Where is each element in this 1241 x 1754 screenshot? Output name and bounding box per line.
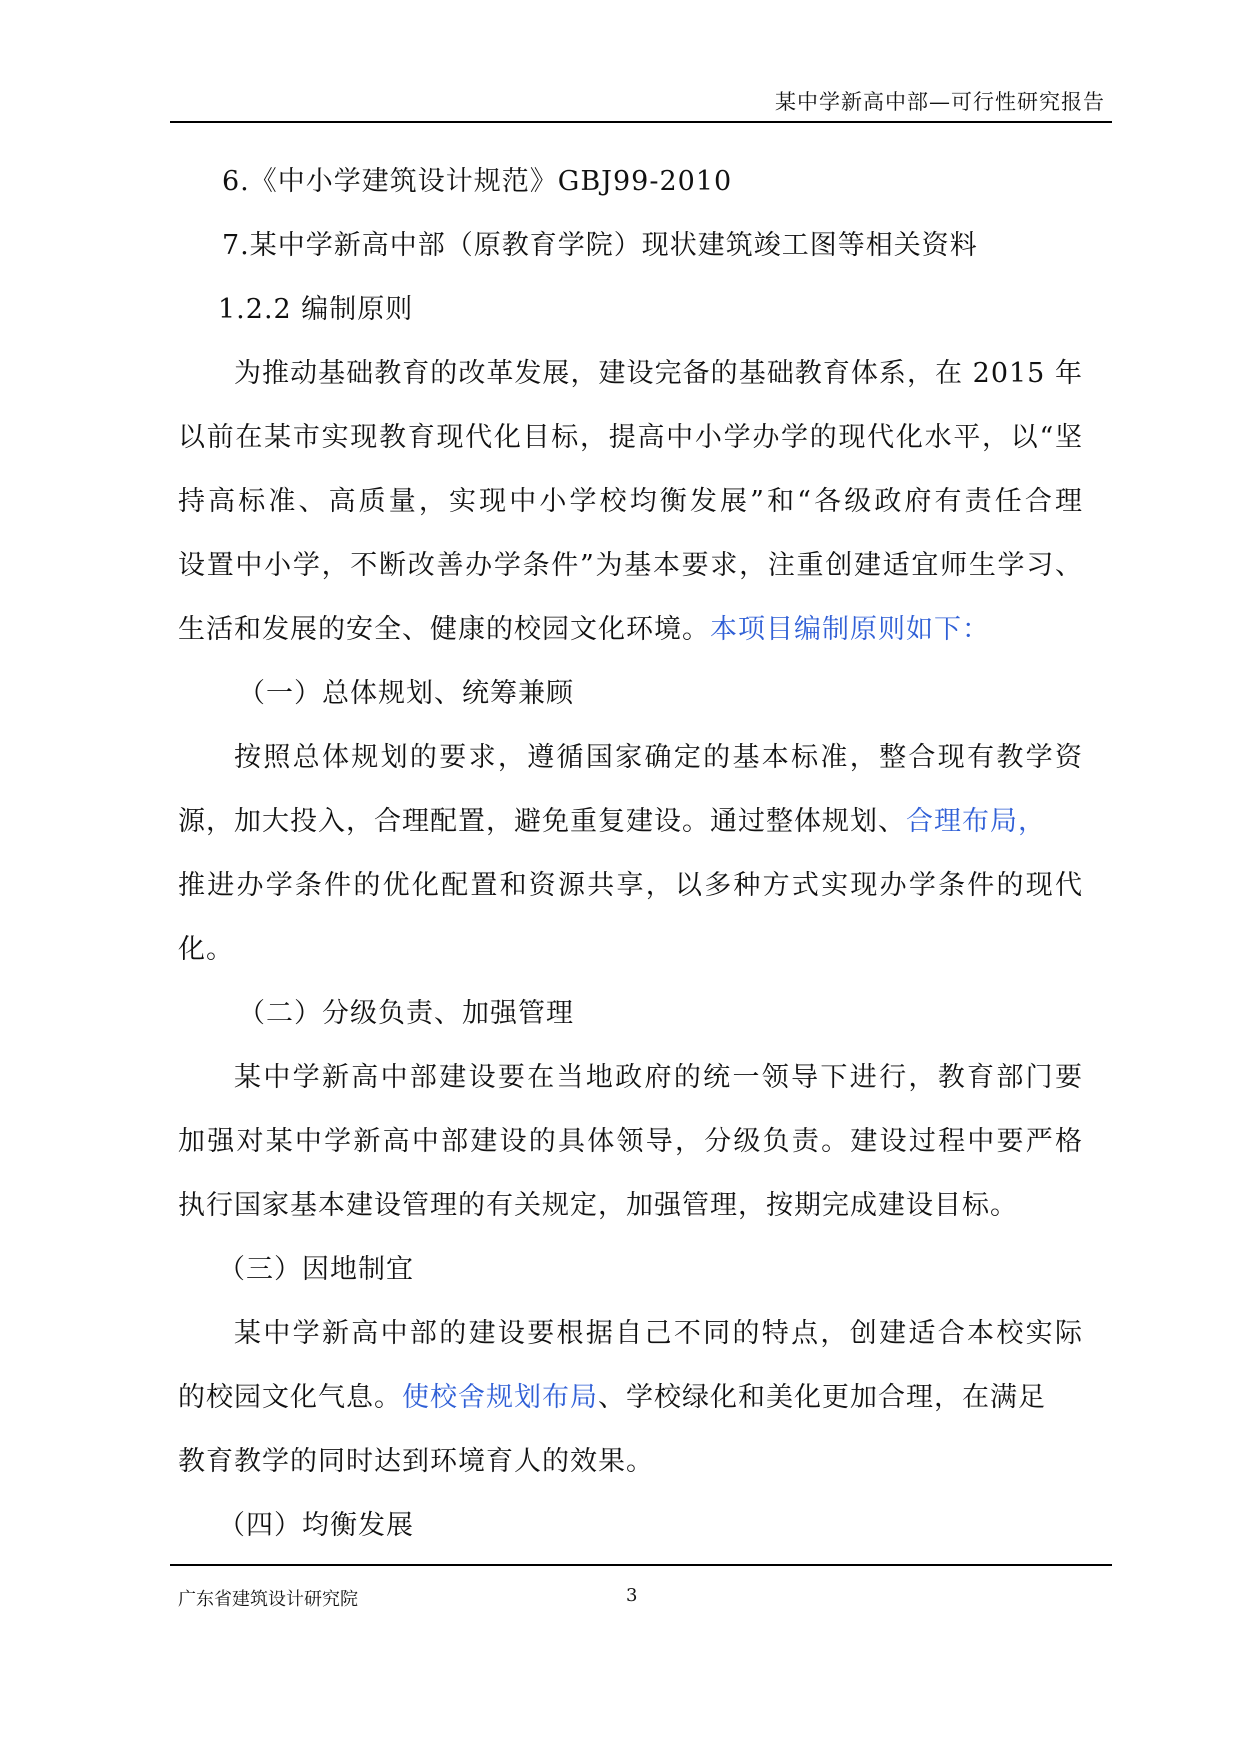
intro-line-5 — [178, 598, 1083, 662]
principle-1-line-4: 化。 — [178, 934, 234, 965]
reasonable-layout-link[interactable]: 合理布局， — [906, 806, 1046, 837]
intro-line-1: 为推动基础教育的改革发展，建设完备的基础教育体系，在 2015 年 — [234, 358, 1083, 389]
report-title-header: 某中学新高中部—可行性研究报告 — [775, 90, 1105, 114]
section-heading: 1.2.2 编制原则 — [218, 294, 414, 325]
principle-2-line-1: 某中学新高中部建设要在当地政府的统一领导下进行，教育部门要 — [234, 1062, 1083, 1093]
principle-1-line-1: 按照总体规划的要求，遵循国家确定的基本标准，整合现有教学资 — [234, 742, 1083, 773]
document-body — [178, 150, 1083, 1558]
intro-line-4: 设置中小学，不断改善办学条件”为基本要求，注重创建适宜师生学习、 — [178, 550, 1083, 581]
principle-1-line-3: 推进办学条件的优化配置和资源共享，以多种方式实现办学条件的现代 — [178, 870, 1083, 901]
header-divider — [170, 121, 1112, 123]
principle-2-heading: （二）分级负责、加强管理 — [238, 998, 574, 1029]
principle-3-line-1: 某中学新高中部的建设要根据自己不同的特点，创建适合本校实际 — [234, 1318, 1083, 1349]
intro-line-2: 以前在某市实现教育现代化目标，提高中小学办学的现代化水平，以“坚 — [178, 422, 1083, 453]
principle-3-line-2 — [178, 1366, 1083, 1430]
footer-divider — [170, 1564, 1112, 1566]
principle-2-line-3: 执行国家基本建设管理的有关规定，加强管理，按期完成建设目标。 — [178, 1190, 1018, 1221]
principle-3-text-a: 的校园文化气息。 — [178, 1382, 402, 1413]
principle-3-line-3: 教育教学的同时达到环境育人的效果。 — [178, 1446, 654, 1477]
principle-3-heading: （三）因地制宜 — [218, 1254, 414, 1285]
reference-item-7: 7.某中学新高中部（原教育学院）现状建筑竣工图等相关资料 — [222, 230, 978, 261]
page-number: 3 — [626, 1585, 638, 1606]
campus-planning-link[interactable]: 使校舍规划布局 — [402, 1382, 598, 1413]
principle-2-line-2: 加强对某中学新高中部建设的具体领导，分级负责。建设过程中要严格 — [178, 1126, 1083, 1157]
reference-item-6: 6.《中小学建筑设计规范》GBJ99-2010 — [222, 166, 733, 197]
principle-1-text: 源，加大投入，合理配置，避免重复建设。通过整体规划、 — [178, 806, 906, 837]
principle-1-heading: （一）总体规划、统筹兼顾 — [238, 678, 574, 709]
principle-4-heading: （四）均衡发展 — [218, 1510, 414, 1541]
intro-text: 生活和发展的安全、健康的校园文化环境。 — [178, 614, 710, 645]
intro-line-3: 持高标准、高质量，实现中小学校均衡发展”和“各级政府有责任合理 — [178, 486, 1083, 517]
principle-3-text-b: 、学校绿化和美化更加合理，在满足 — [598, 1382, 1046, 1413]
principle-1-line-2 — [178, 790, 1083, 854]
principles-link[interactable]: 本项目编制原则如下： — [710, 614, 990, 645]
footer-organization: 广东省建筑设计研究院 — [178, 1589, 358, 1610]
